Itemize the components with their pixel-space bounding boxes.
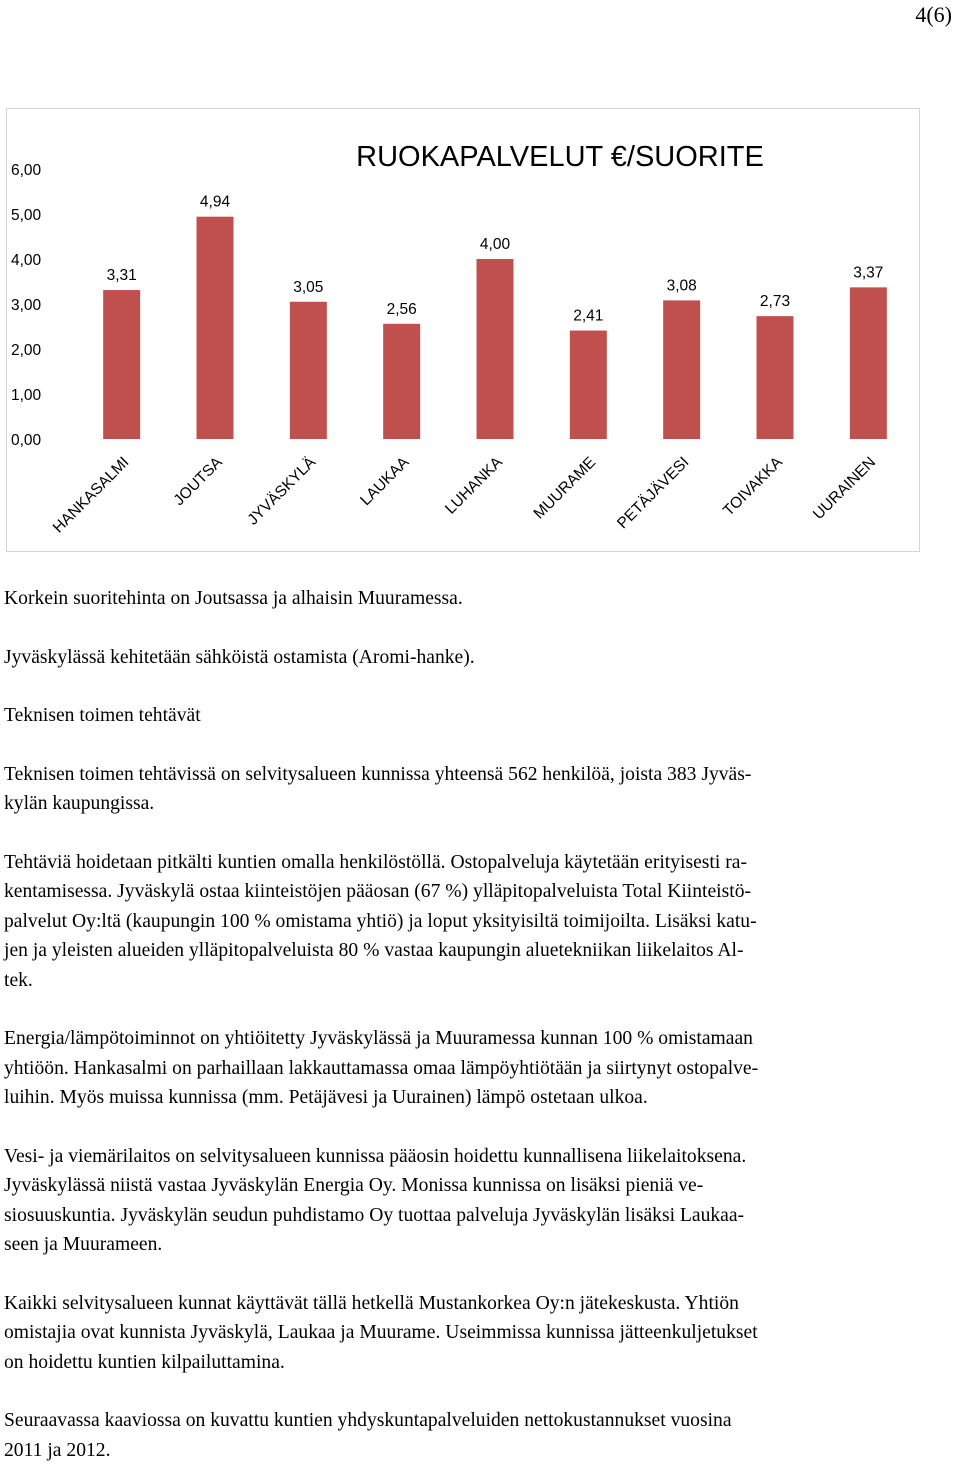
data-label: 3,05 (293, 279, 323, 296)
x-tick-label: LAUKAA (357, 453, 413, 509)
chart-canvas (7, 109, 921, 553)
y-tick-label: 3,00 (11, 297, 42, 314)
bar-jyväskylä (290, 302, 327, 439)
chart-title: RUOKAPALVELUT €/SUORITE (356, 141, 764, 173)
bar-uurainen (850, 287, 887, 439)
text-line: Seuraavassa kaaviossa on kuvattu kuntien yhdyskuntapalveluiden nettokustannukset vuosina (4, 1406, 956, 1436)
bar-petäjävesi (663, 300, 700, 439)
y-tick-label: 0,00 (11, 432, 42, 449)
text-line: siosuuskuntia. Jyväskylän seudun puhdistamo Oy tuottaa palveluja Jyväskylän lisäksi Laukaa- (4, 1201, 956, 1231)
text-line: 2011 ja 2012. (4, 1436, 956, 1465)
data-label: 4,00 (480, 236, 511, 253)
x-tick-label: LUHANKA (442, 453, 506, 517)
text-line: jen ja yleisten alueiden ylläpitopalveluista 80 % vastaa kaupungin aluetekniikan liikelaitos Al- (4, 936, 956, 966)
data-label: 2,56 (387, 301, 417, 318)
text-line: luihin. Myös muissa kunnissa (mm. Petäjävesi ja Uurainen) lämpö ostetaan ulkoa. (4, 1083, 956, 1113)
bar-luhanka (477, 259, 514, 439)
bar-hankasalmi (103, 290, 140, 439)
y-tick-label: 2,00 (11, 342, 42, 359)
bar-laukaa (383, 324, 420, 439)
text-line: kentamisessa. Jyväskylä ostaa kiinteistöjen pääosan (67 %) ylläpitopalveluista Total Kiinteistö- (4, 877, 956, 907)
x-tick-label: HANKASALMI (50, 454, 133, 537)
page-number: 4(6) (915, 2, 952, 28)
text-line: Vesi- ja viemärilaitos on selvitysalueen kunnissa pääosin hoidettu kunnallisena liikelaitoksena. (4, 1142, 956, 1172)
bar-muurame (570, 331, 607, 439)
data-label: 2,41 (573, 308, 603, 325)
text-line: Teknisen toimen tehtävissä on selvitysalueen kunnissa yhteensä 562 henkilöä, joista 383 Jyväs- (4, 760, 956, 790)
y-tick-label: 5,00 (11, 207, 42, 224)
x-tick-label: TOIVAKKA (720, 453, 786, 519)
bar-toivakka (757, 316, 794, 439)
x-tick-label: JYVÄSKYLÄ (244, 453, 319, 528)
y-tick-label: 1,00 (11, 387, 42, 404)
text-line: on hoidettu kuntien kilpailuttamina. (4, 1348, 956, 1378)
x-tick-label: UURAINEN (810, 454, 879, 523)
text-line: Kaikki selvitysalueen kunnat käyttävät tällä hetkellä Mustankorkea Oy:n jätekeskusta. Yhtiön (4, 1289, 956, 1319)
text-line: yhtiöön. Hankasalmi on parhaillaan lakkauttamassa omaa lämpöyhtiötään ja siirtynyt ostopalve- (4, 1054, 956, 1084)
data-label: 4,94 (200, 194, 231, 211)
data-label: 3,31 (107, 267, 137, 284)
data-label: 3,08 (667, 277, 697, 294)
section-heading: Teknisen toimen tehtävät (4, 701, 956, 731)
text-line: omistajia ovat kunnista Jyväskylä, Laukaa ja Muurame. Useimmissa kunnissa jätteenkuljetukset (4, 1318, 956, 1348)
text-line: palvelut Oy:ltä (kaupungin 100 % omistama yhtiö) ja loput yksityisiltä toimijoilta. Lisäksi katu- (4, 907, 956, 937)
text-line: seen ja Muurameen. (4, 1230, 956, 1260)
x-tick-label: JOUTSA (171, 453, 227, 509)
x-tick-label: PETÄJÄVESI (614, 454, 692, 532)
data-label: 3,37 (853, 264, 883, 281)
bar-chart (6, 108, 920, 552)
text-line: Energia/lämpötoiminnot on yhtiöitetty Jyväskylässä ja Muuramessa kunnan 100 % omistamaan (4, 1024, 956, 1054)
text-line: Jyväskylässä niistä vastaa Jyväskylän Energia Oy. Monissa kunnissa on lisäksi pieniä ve- (4, 1171, 956, 1201)
text-line: tek. (4, 966, 956, 996)
text-line: kylän kaupungissa. (4, 789, 956, 819)
x-tick-label: MUURAME (531, 454, 600, 523)
y-tick-label: 4,00 (11, 252, 42, 269)
bar-joutsa (197, 217, 234, 439)
data-label: 2,73 (760, 293, 790, 310)
body-text (4, 584, 956, 1465)
y-tick-label: 6,00 (11, 162, 42, 179)
paragraph: Jyväskylässä kehitetään sähköistä ostamista (Aromi-hanke). (4, 643, 956, 673)
paragraph: Korkein suoritehinta on Joutsassa ja alhaisin Muuramessa. (4, 584, 956, 614)
text-line: Tehtäviä hoidetaan pitkälti kuntien omalla henkilöstöllä. Ostopalveluja käytetään erityisesti ra- (4, 848, 956, 878)
